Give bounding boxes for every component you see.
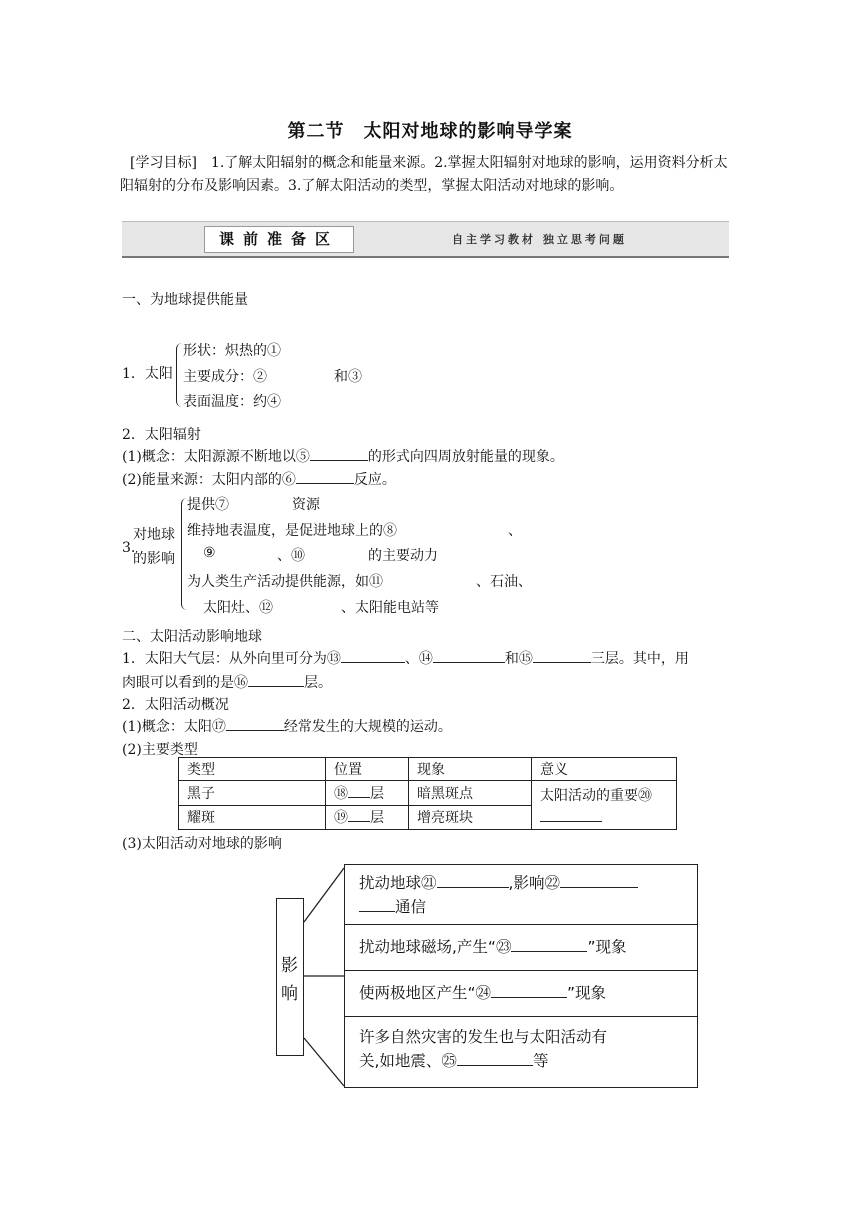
table-row [179, 781, 677, 806]
blank-19[interactable] [348, 807, 370, 822]
effect-energy: 为人类生产活动提供能源，如⑪ [187, 574, 383, 590]
blank-13[interactable] [341, 648, 405, 663]
effect-temperature-sep: 、 [508, 523, 522, 539]
sun-temperature: 表面温度：约④ [183, 394, 281, 410]
effect-resource: 提供⑦ [187, 497, 229, 513]
cell-type: 耀斑 [179, 805, 326, 830]
blank-15[interactable] [533, 648, 591, 663]
radiation-source: (2)能量来源：太阳内部的⑥ 反应。 [122, 469, 396, 489]
effect-char-1: 影 [281, 956, 298, 976]
sun-label: 1．太阳 [122, 366, 173, 382]
blank-22[interactable] [560, 873, 638, 888]
atmosphere-line-1: 1．太阳大气层：从外向里可分为⑬ 、⑭ 和⑮ 三层。其中，用 [122, 648, 689, 668]
blank-18[interactable] [348, 783, 370, 798]
banner-subtitle: 自主学习教材 独立思考问题 [452, 233, 627, 246]
activity-overview: 2．太阳活动概况 [122, 697, 229, 713]
blank-22-cont[interactable] [359, 897, 395, 912]
header-meaning: 意义 [532, 758, 677, 781]
radiation-heading: 2．太阳辐射 [122, 427, 201, 443]
effects-heading: (3)太阳活动对地球的影响 [122, 836, 282, 852]
effect-temperature: 维持地表温度，是促进地球上的⑧ [187, 523, 397, 539]
header-position: 位置 [326, 758, 409, 781]
section-heading-activity: 二、太阳活动影响地球 [122, 629, 262, 645]
sun-composition-2: 和③ [334, 369, 362, 385]
effect-cycle-10: 、⑩ [277, 548, 305, 564]
blank-23[interactable] [511, 937, 587, 952]
banner-title: 课前准备区 [204, 226, 354, 253]
sun-composition: 主要成分：② [183, 369, 267, 385]
effect-magnetic: 扰动地球磁场,产生“㉓ ”现象 [345, 925, 697, 971]
blank-5[interactable] [310, 446, 368, 461]
types-heading: (2)主要类型 [122, 742, 198, 758]
activity-concept: (1)概念：太阳⑰ 经常发生的大规模的运动。 [122, 716, 452, 736]
effect-disasters: 许多自然灾害的发生也与太阳活动有 关,如地震、㉕ 等 [359, 1028, 608, 1070]
blank-17[interactable] [226, 716, 284, 731]
effect-cycle-suffix: 的主要动力 [368, 548, 438, 564]
sun-shape: 形状：炽热的① [183, 343, 281, 359]
effect-label-2: 的影响 [133, 551, 175, 567]
blank-25[interactable] [457, 1051, 533, 1066]
cell-phenomenon: 暗黑斑点 [409, 781, 532, 806]
effect-aurora: 使两极地区产生“㉔ ”现象 [345, 971, 697, 1017]
cell-position: ⑱ 层 [326, 781, 409, 806]
blank-20[interactable] [540, 807, 602, 822]
effect-brace [181, 498, 188, 610]
blank-6[interactable] [296, 469, 354, 484]
cell-meaning: 太阳活动的重要⑳ [532, 781, 677, 830]
blank-21[interactable] [437, 873, 509, 888]
header-type: 类型 [179, 758, 326, 781]
effect-label-1: 对地球 [133, 527, 175, 543]
section-heading-energy: 一、为地球提供能量 [122, 292, 248, 308]
learning-objectives: [学习目标] 1.了解太阳辐射的概念和能量来源。2.掌握太阳辐射对地球的影响，运用资料分析太阳辐射的分布及影响因素。3.了解太阳活动的类型，掌握太阳活动对地球的影响。 [120, 155, 728, 194]
effects-box [344, 864, 698, 1088]
table-header-row [179, 758, 677, 781]
effect-solar-cooker: 太阳灶、⑫ [203, 600, 273, 616]
effect-solar-plant: 、太阳能电站等 [341, 600, 439, 616]
cell-phenomenon: 增亮斑块 [409, 805, 532, 830]
radiation-concept: (1)概念：太阳源源不断地以⑤ 的形式向四周放射能量的现象。 [122, 446, 564, 466]
blank-14[interactable] [433, 648, 505, 663]
effect-number: 3. [122, 540, 136, 556]
cell-type: 黑子 [179, 781, 326, 806]
effect-resource-suffix: 资源 [292, 497, 320, 513]
cell-position: ⑲ 层 [326, 805, 409, 830]
activity-types-table [178, 757, 677, 830]
effects-diagram [276, 864, 702, 1090]
sun-brace [176, 343, 183, 407]
page-title: 第二节 太阳对地球的影响导学案 [287, 121, 573, 142]
header-phenomenon: 现象 [409, 758, 532, 781]
blank-24[interactable] [491, 983, 567, 998]
effect-char-2: 响 [281, 984, 298, 1004]
section-banner [122, 221, 729, 258]
effect-energy-oil: 、石油、 [476, 574, 532, 590]
blank-16[interactable] [248, 672, 304, 687]
effect-ionosphere: 扰动地球㉑ ,影响㉒ 通信 [345, 865, 697, 925]
effect-cycle-9: ⑨ [203, 545, 216, 561]
atmosphere-line-2: 肉眼可以看到的是⑯ 层。 [122, 672, 332, 692]
effect-label-box [276, 898, 304, 1056]
